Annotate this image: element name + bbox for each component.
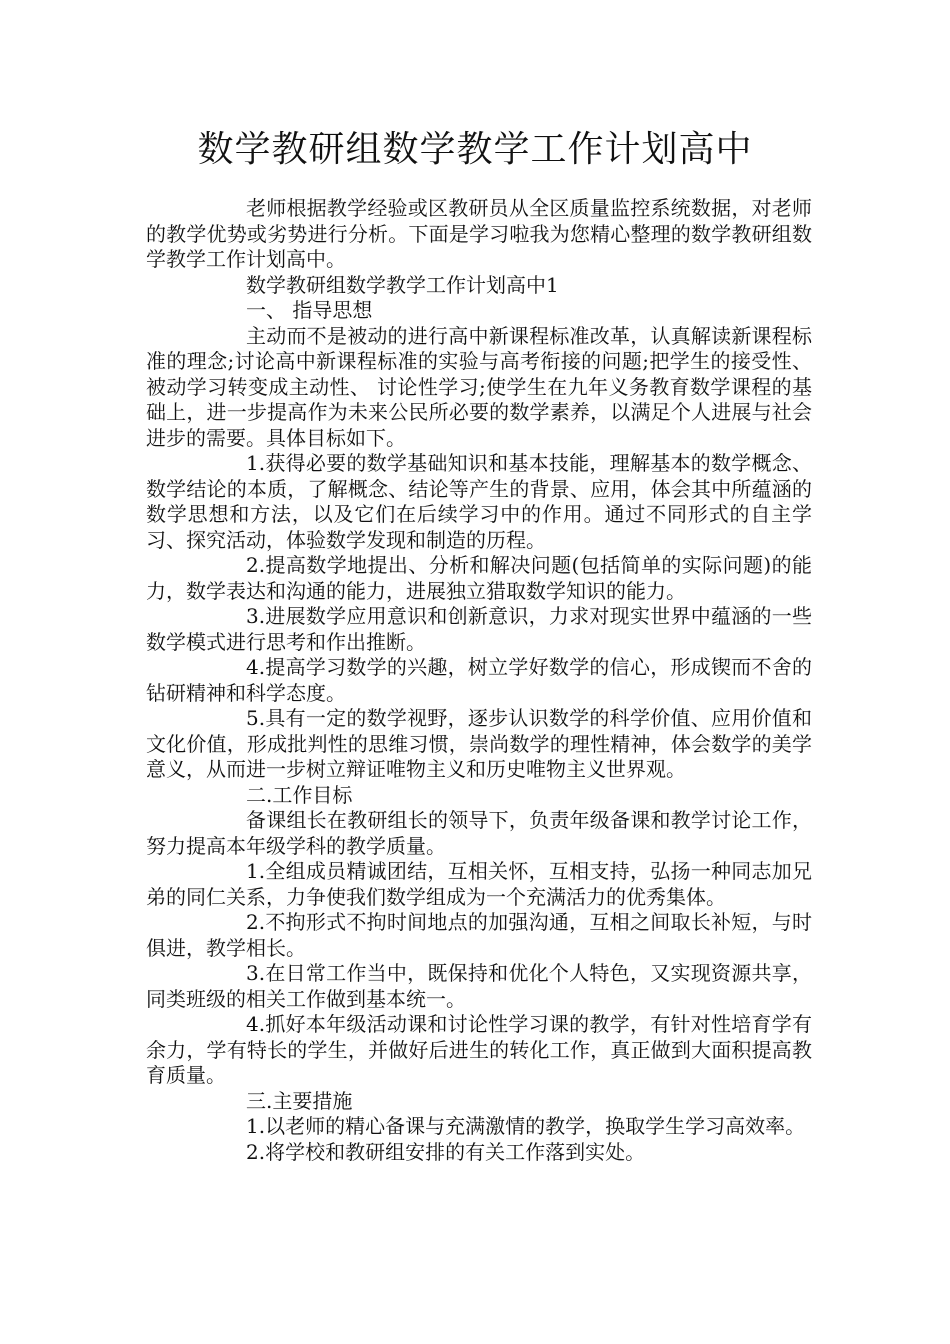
body-paragraph: 主动而不是被动的进行高中新课程标准改革，认真解读新课程标准的理念;讨论高中新课程标准的实验与高考衔接的问题;把学生的接受性、被动学习转变成主动性、 讨论性学习;使学生在九年义务教育数学课程的基础上，进一步提高作为未来公民所必要的数学素养，以满足个人进展与社会进步的需要。具体目标如下。 — [146, 323, 812, 450]
list-item: 1.获得必要的数学基础知识和基本技能，理解基本的数学概念、数学结论的本质，了解概念、结论等产生的背景、应用，体会其中所蕴涵的数学思想和方法，以及它们在后续学习中的作用。通过不同形式的自主学习、探究活动，体验数学发现和制造的历程。 — [146, 451, 812, 552]
body-paragraph: 备课组长在教研组长的领导下，负责年级备课和教学讨论工作，努力提高本年级学科的教学质量。 — [146, 808, 812, 858]
list-item: 4.提高学习数学的兴趣，树立学好数学的信心，形成锲而不舍的钻研精神和科学态度。 — [146, 655, 812, 705]
list-item: 2.将学校和教研组安排的有关工作落到实处。 — [246, 1139, 646, 1164]
section-heading-work-goals: 二.工作目标 — [246, 782, 353, 807]
list-item: 2.不拘形式不拘时间地点的加强沟通，互相之间取长补短，与时俱进，教学相长。 — [146, 910, 812, 960]
list-item: 1.以老师的精心备课与充满激情的教学，换取学生学习高效率。 — [246, 1114, 806, 1138]
list-item: 3.进展数学应用意识和创新意识，力求对现实世界中蕴涵的一些数学模式进行思考和作出推断。 — [146, 604, 812, 654]
document-title: 数学教研组数学教学工作计划高中 — [197, 129, 753, 170]
list-item: 5.具有一定的数学视野，逐步认识数学的科学价值、应用价值和文化价值，形成批判性的思维习惯，崇尚数学的理性精神，体会数学的美学意义，从而进一步树立辩证唯物主义和历史唯物主义世界观。 — [146, 706, 812, 781]
list-item: 4.抓好本年级活动课和讨论性学习课的教学，有针对性培育学有余力，学有特长的学生，并做好后进生的转化工作，真正做到大面积提高教育质量。 — [146, 1012, 812, 1087]
list-item: 3.在日常工作当中，既保持和优化个人特色，又实现资源共享，同类班级的相关工作做到基本统一。 — [146, 961, 812, 1011]
section-heading-guiding-thought: 一、 指导思想 — [246, 298, 373, 322]
plan-heading: 数学教研组数学教学工作计划高中1 — [246, 272, 559, 297]
intro-paragraph: 老师根据教学经验或区教研员从全区质量监控系统数据，对老师的教学优势或劣势进行分析。下面是学习啦我为您精心整理的数学教研组数学教学工作计划高中。 — [146, 196, 812, 271]
list-item: 2.提高数学地提出、分析和解决问题(包括简单的实际问题)的能力，数学表达和沟通的能力，进展独立猎取数学知识的能力。 — [146, 553, 812, 603]
section-heading-main-measures: 三.主要措施 — [246, 1088, 353, 1113]
document-body — [146, 196, 812, 1165]
list-item: 1.全组成员精诚团结，互相关怀，互相支持，弘扬一种同志加兄弟的同仁关系，力争使我们数学组成为一个充满活力的优秀集体。 — [146, 859, 812, 909]
